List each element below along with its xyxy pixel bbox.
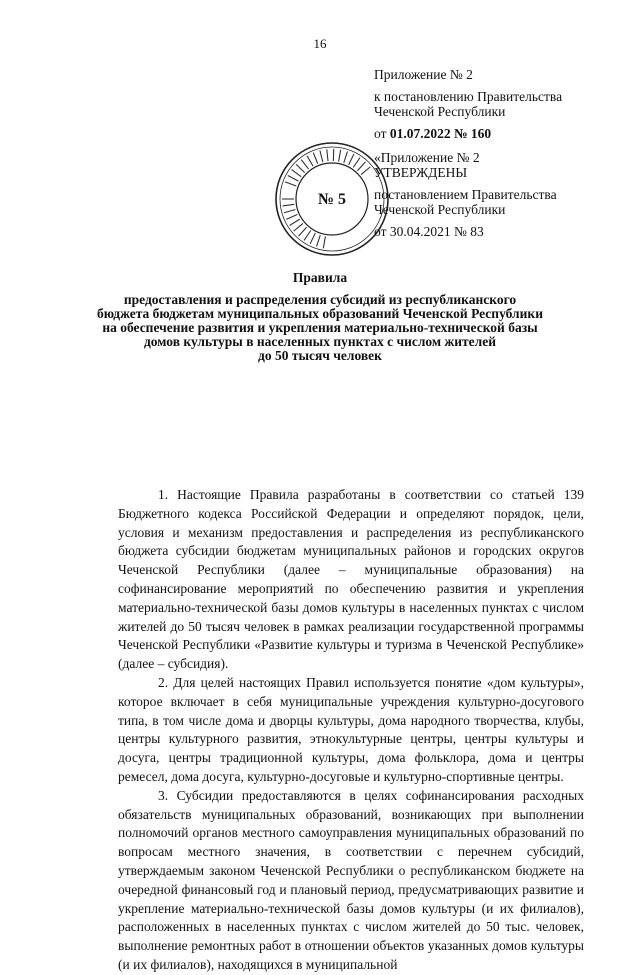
paragraph-1: 1. Настоящие Правила разработаны в соответствии со статьей 139 Бюджетного кодекса Российской Федерации и определяют порядок, цели, условия и механизм предоставления и распределения из республиканского бюджета субсидии бюджетам муниципальных районов и городских округов Чеченской Республики (далее – муниципальные образования) на софинансирование мероприятий по обеспечению развития и укрепления материально-технической базы домов культуры в населенных пунктах с числом жителей до 50 тысяч человек в рамках реализации государственной программы Чеченской Республики «Развитие культуры и туризма в Чеченской Республике» (далее – субсидия). xyxy=(118,486,584,674)
prev-annex-date: от 30.04.2021 № 83 xyxy=(374,224,624,239)
annex-header-previous xyxy=(374,150,624,239)
annex-to-line-1: к постановлению Правительства xyxy=(374,89,624,104)
paragraph-2: 2. Для целей настоящих Правил используется понятие «дом культуры», которое включает в себя муниципальные учреждения культурно-досугового типа, в том числе дома и дворцы культуры, дома народного творчества, клубы, центры культурного развития, этнокультурные центры, центры культуры и досуга, центры традиционной культуры, дома фольклора, дома и центры ремесел, дома досуга, культурно-досуговые и культурно-спортивные центры. xyxy=(118,674,584,787)
paragraph-3: 3. Субсидии предоставляются в целях софинансирования расходных обязательств муниципальных образований, возникающих при выполнении полномочий органов местного самоуправления муниципальных образований по вопросам местного значения, в соответствии с перечнем субсидий, утверждаемым законом Чеченской Республики о республиканском бюджете на очередной финансовый год и плановый период, предусматривающих развитие и укрепление материально-технической базы домов культуры (и их филиалов), расположенных в населенных пунктах с числом жителей до 50 тыс. человек, выполнение ремонтных работ в отношении объектов указанных домов культуры (и их филиалов), находящихся в муниципальной xyxy=(118,787,584,975)
page-number: 16 xyxy=(0,36,640,52)
title-line-4: домов культуры в населенных пунктах с числом жителей xyxy=(60,335,580,349)
annex-date xyxy=(374,126,624,141)
annex-date-number: 01.07.2022 № 160 xyxy=(390,126,491,141)
document-body xyxy=(118,486,584,975)
title-line-2: бюджета бюджетам муниципальных образований Чеченской Республики xyxy=(60,307,580,321)
annex-header-current xyxy=(374,67,624,141)
document-title xyxy=(60,271,580,363)
title-line-1: предоставления и распределения субсидий из республиканского xyxy=(60,293,580,307)
title-heading: Правила xyxy=(60,271,580,285)
title-line-5: до 50 тысяч человек xyxy=(60,349,580,363)
seal-number: № 5 xyxy=(318,191,346,208)
title-line-3: на обеспечение развития и укрепления материально-технической базы xyxy=(60,321,580,335)
annex-to-line-2: Чеченской Республики xyxy=(374,104,624,119)
prev-annex-title: «Приложение № 2 xyxy=(374,150,624,165)
annex-title: Приложение № 2 xyxy=(374,67,624,82)
prev-annex-approved: УТВЕРЖДЕНЫ xyxy=(374,165,624,180)
annex-date-prefix: от xyxy=(374,126,386,141)
prev-annex-by-line-2: Чеченской Республики xyxy=(374,202,624,217)
prev-annex-by-line-1: постановлением Правительства xyxy=(374,187,624,202)
